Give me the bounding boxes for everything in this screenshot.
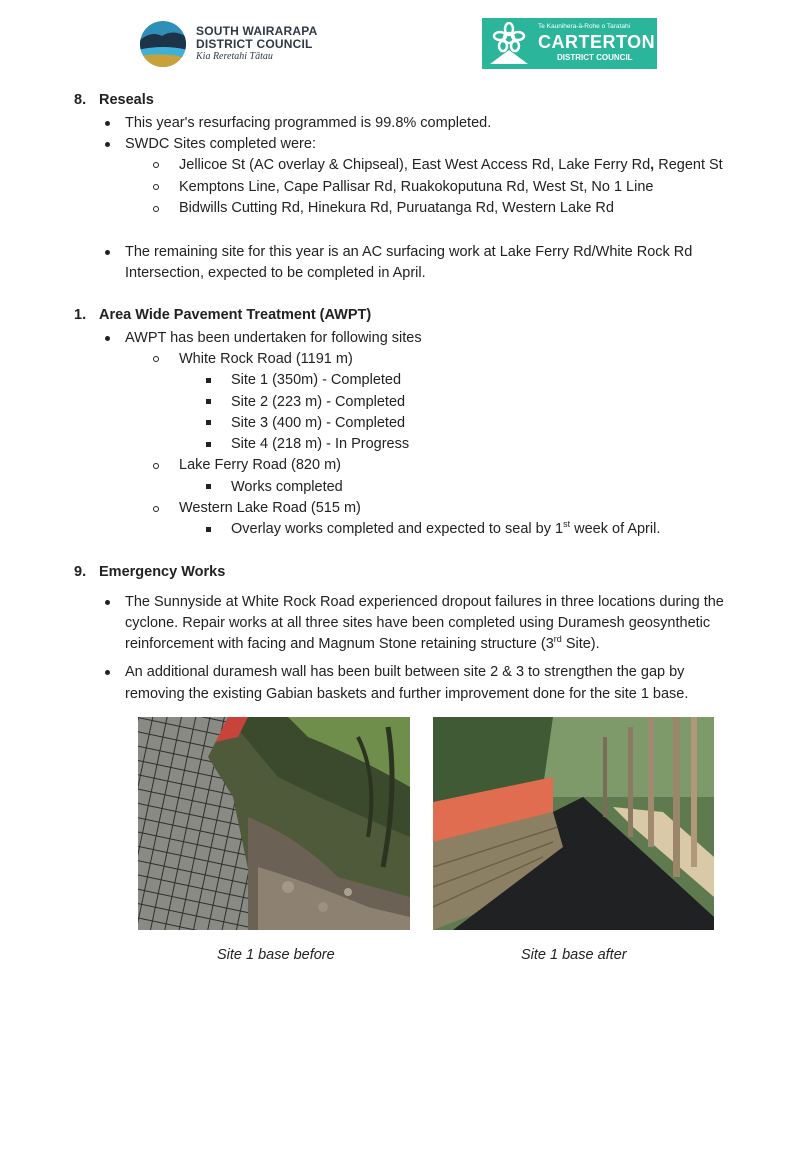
reseals-number: 8. — [74, 92, 87, 108]
awpt-heading: Area Wide Pavement Treatment (AWPT) — [99, 307, 372, 323]
awpt-site-2: Site 2 (223 m) - Completed — [231, 394, 406, 410]
square-bullet-icon — [206, 442, 211, 447]
reseals-site-list-2: Kemptons Line, Cape Pallisar Rd, Ruakokoputuna Rd, West St, No 1 Line — [179, 179, 654, 195]
awpt-lake-ferry-status: Works completed — [231, 479, 343, 495]
swdc-logo-mark-icon — [138, 20, 188, 68]
circle-bullet-icon — [153, 356, 159, 362]
site1-before-photo — [138, 717, 410, 930]
awpt-white-rock: White Rock Road (1191 m) — [179, 351, 353, 367]
square-bullet-icon — [206, 527, 211, 532]
reseals-site-list-1: Jellicoe St (AC overlay & Chipseal), East West Access Rd, Lake Ferry Rd, Regent St — [179, 157, 723, 173]
awpt-number: 1. — [74, 307, 87, 323]
emergency-para1-line3: reinforcement with facing and Magnum Stone retaining structure (3rd Site). — [125, 634, 600, 652]
carterton-subtitle: DISTRICT COUNCIL — [557, 53, 633, 62]
swdc-tagline: Kia Reretahi Tātau — [196, 51, 273, 62]
emergency-number: 9. — [74, 564, 87, 580]
emergency-para1-line1: The Sunnyside at White Rock Road experienced dropout failures in three locations during the — [125, 594, 724, 610]
square-bullet-icon — [206, 378, 211, 383]
awpt-site-1: Site 1 (350m) - Completed — [231, 372, 402, 388]
carterton-logo — [482, 18, 657, 69]
awpt-western-lake-status: Overlay works completed and expected to seal by 1st week of April. — [231, 519, 661, 537]
after-photo-caption: Site 1 base after — [521, 947, 627, 963]
bullet-icon — [105, 336, 110, 341]
awpt-site-3: Site 3 (400 m) - Completed — [231, 415, 406, 431]
bullet-icon — [105, 600, 110, 605]
before-photo-caption: Site 1 base before — [217, 947, 335, 963]
emergency-para2-line2: removing the existing Gabian baskets and further improvement done for the site 1 base. — [125, 686, 689, 702]
emergency-heading: Emergency Works — [99, 564, 226, 580]
awpt-lake-ferry: Lake Ferry Road (820 m) — [179, 457, 341, 473]
bullet-icon — [105, 142, 110, 147]
circle-bullet-icon — [153, 162, 159, 168]
bullet-icon — [105, 121, 110, 126]
reseals-remaining-line1: The remaining site for this year is an AC surfacing work at Lake Ferry Rd/White Rock Rd — [125, 244, 693, 260]
emergency-para2-line1: An additional duramesh wall has been built between site 2 & 3 to strengthen the gap by — [125, 664, 685, 680]
emergency-para1-line2: cyclone. Repair works at all three sites have been completed using Duramesh geosynthetic — [125, 615, 711, 631]
swdc-logo — [138, 20, 338, 70]
awpt-intro: AWPT has been undertaken for following sites — [125, 330, 422, 346]
reseals-heading: Reseals — [99, 92, 154, 108]
flower-emblem-icon — [488, 22, 530, 65]
circle-bullet-icon — [153, 206, 159, 212]
square-bullet-icon — [206, 484, 211, 489]
swdc-name-line1: SOUTH WAIRARAPA — [196, 24, 318, 38]
square-bullet-icon — [206, 420, 211, 425]
reseals-remaining-line2: Intersection, expected to be completed in April. — [125, 265, 426, 281]
site1-after-photo — [433, 717, 714, 930]
reseals-site-list-3: Bidwills Cutting Rd, Hinekura Rd, Puruatanga Rd, Western Lake Rd — [179, 200, 614, 216]
awpt-western-lake: Western Lake Road (515 m) — [179, 500, 361, 516]
carterton-name: CARTERTON — [538, 32, 656, 52]
reseals-bullet-progress: This year's resurfacing programmed is 99.8% completed. — [125, 115, 492, 131]
bullet-icon — [105, 670, 110, 675]
swdc-name-line2: DISTRICT COUNCIL — [196, 37, 313, 51]
square-bullet-icon — [206, 399, 211, 404]
circle-bullet-icon — [153, 463, 159, 469]
carterton-maori-name: Te Kaunihera-ā-Rohe o Taratahi — [538, 23, 631, 30]
circle-bullet-icon — [153, 184, 159, 190]
circle-bullet-icon — [153, 506, 159, 512]
bullet-icon — [105, 250, 110, 255]
awpt-site-4: Site 4 (218 m) - In Progress — [231, 436, 410, 452]
reseals-bullet-sites: SWDC Sites completed were: — [125, 136, 316, 152]
